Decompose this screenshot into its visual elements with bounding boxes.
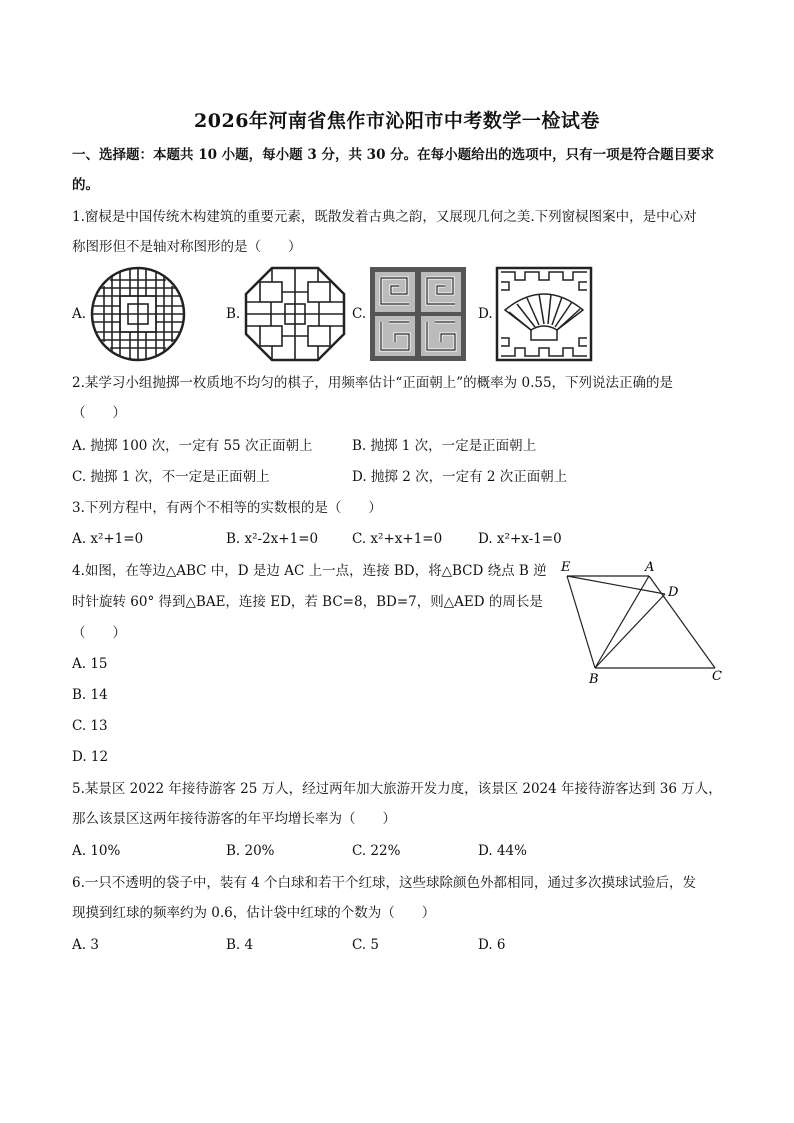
q3-option-a: A. x²+1=0 [72,531,144,547]
q1-option-d-label: D. [478,306,493,322]
label-d: D [668,585,679,600]
q3-option-b: B. x²-2x+1=0 [226,531,319,547]
q2-option-c: C. 抛掷 1 次，不一定是正面朝上 [72,469,270,485]
q1-figure-c-fret-pattern [369,266,467,362]
q1-stem-line1: 1.窗棂是中国传统木构建筑的重要元素，既散发着古典之韵，又展现几何之美.下列窗棂图案中，是中心对 [72,209,697,225]
q6-option-d: D. 6 [478,937,506,953]
q5-stem-line1: 5.某景区 2022 年接待游客 25 万人，经过两年加大旅游开发力度，该景区 2024 年接待游客达到 36 万人， [72,781,722,797]
q5-option-b: B. 20% [226,843,275,859]
q6-stem-line1: 6.一只不透明的袋子中，装有 4 个白球和若干个红球，这些球除颜色外都相同，通过多次摸球试验后，发 [72,875,697,891]
label-a: A [645,560,655,575]
section-heading-line2: 的。 [72,177,99,193]
q1-figure-b-octagon-lattice [244,266,346,362]
label-b: B [589,672,599,687]
q4-geometry-figure [555,556,735,688]
q3-option-d: D. x²+x-1=0 [478,531,562,547]
q6-option-b: B. 4 [226,937,254,953]
q5-option-d: D. 44% [478,843,527,859]
label-e: E [561,560,571,575]
q4-stem-line1: 4.如图，在等边△ABC 中，D 是边 AC 上一点，连接 BD，将△BCD 绕点 B 逆 [72,563,547,579]
q2-option-d: D. 抛掷 2 次，一定有 2 次正面朝上 [352,469,568,485]
q4-option-a: A. 15 [72,656,108,672]
q2-option-b: B. 抛掷 1 次，一定是正面朝上 [352,438,537,454]
q3-option-c: C. x²+x+1=0 [352,531,443,547]
q1-figure-d-fan-lattice [495,266,593,362]
q5-option-a: A. 10% [72,843,121,859]
q6-option-a: A. 3 [72,937,99,953]
q2-stem-line1: 2.某学习小组抛掷一枚质地不均匀的棋子，用频率估计“正面朝上”的概率为 0.55，下列说法正确的是 [72,375,674,391]
q3-stem: 3.下列方程中，有两个不相等的实数根的是（ ） [72,500,382,516]
q1-option-b-label: B. [226,306,241,322]
q5-option-c: C. 22% [352,843,401,859]
q4-stem-line2: 时针旋转 60° 得到△BAE，连接 ED，若 BC=8，BD=7，则△AED 的周长是 [72,594,543,610]
q4-option-d: D. 12 [72,749,109,765]
q2-option-a: A. 抛掷 100 次，一定有 55 次正面朝上 [72,438,313,454]
q5-stem-line2: 那么该景区这两年接待游客的年平均增长率为（ ） [72,811,396,827]
segment-ac [649,576,715,668]
label-c: C [712,669,722,684]
exam-title: 2026年河南省焦作市沁阳市中考数学一检试卷 [194,110,600,132]
q2-stem-line2: （ ） [72,405,126,421]
q4-option-c: C. 13 [72,718,108,734]
q6-option-c: C. 5 [352,937,380,953]
q4-stem-line3: （ ） [72,625,126,641]
q1-stem-line2: 称图形但不是轴对称图形的是（ ） [72,239,302,255]
q1-figure-a-round-lattice [90,266,186,362]
segment-bd [595,594,665,668]
q1-option-c-label: C. [352,306,367,322]
segment-eb [567,576,595,668]
q4-option-b: B. 14 [72,687,108,703]
q6-stem-line2: 现摸到红球的频率约为 0.6，估计袋中红球的个数为（ ） [72,905,436,921]
segment-ab [595,576,649,668]
q1-option-a-label: A. [72,306,87,322]
section-heading-line1: 一、选择题：本题共 10 小题，每小题 3 分，共 30 分。在每小题给出的选项中，只有一项是符合题目要求 [72,147,715,163]
